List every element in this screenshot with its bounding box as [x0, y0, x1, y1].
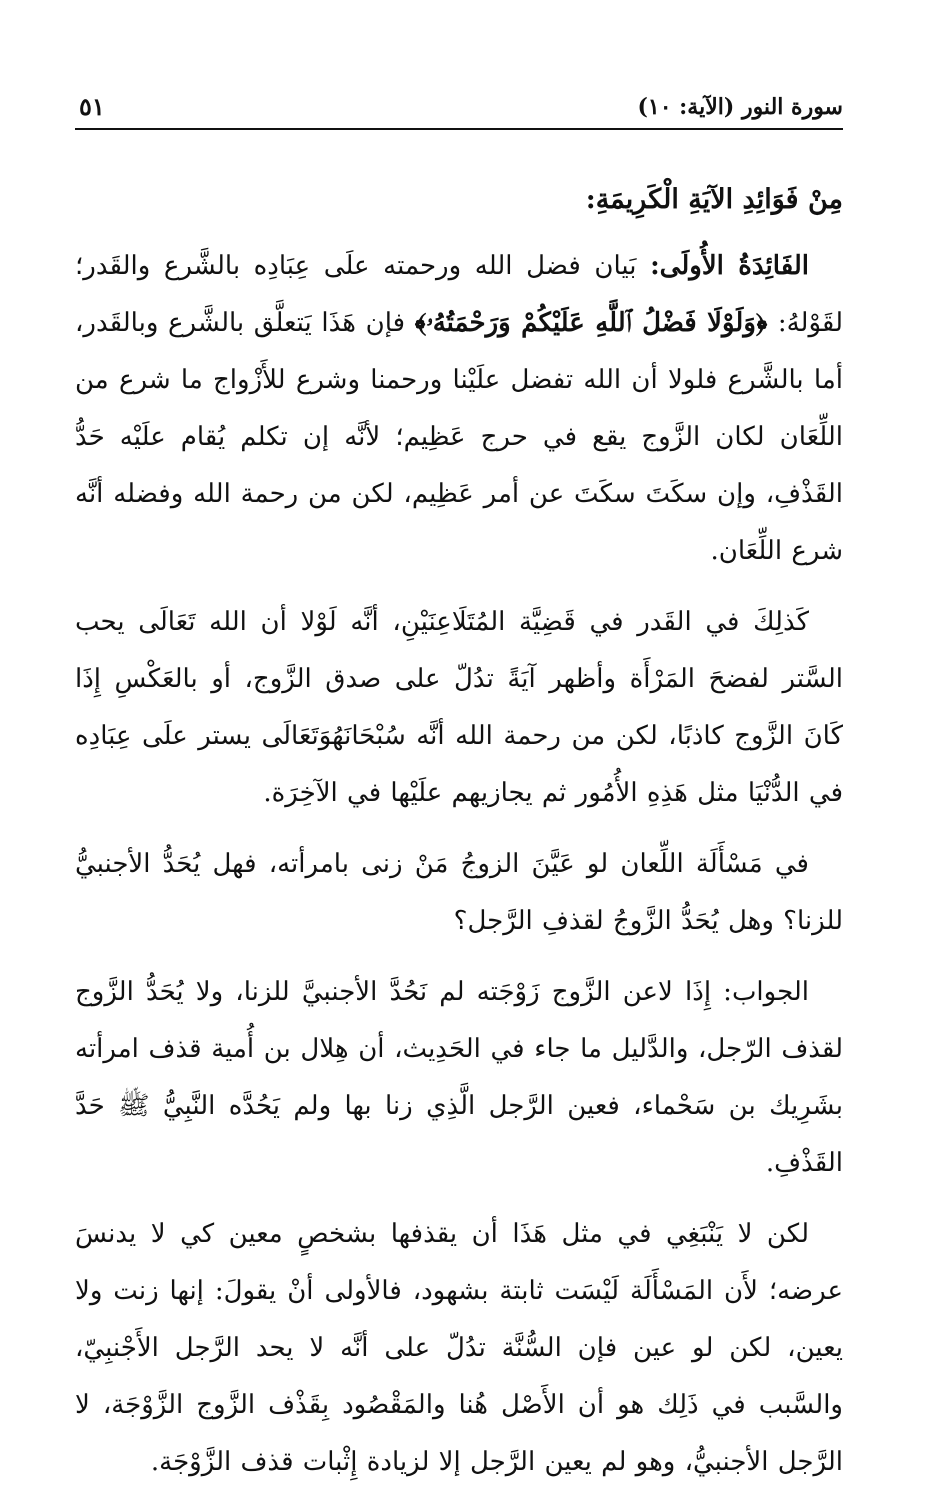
paragraph-first-benefit — [75, 238, 843, 580]
paragraph-text: بَيان فضل الله ورحمته علَى عِبَادِه بالشَّرع والقَدر؛ لقَوْلهُ: — [75, 251, 843, 338]
paragraph-caution — [75, 1206, 843, 1491]
paragraph-text-continued: فإن هَذَا يَتعلَّق بالشَّرع وبالقَدر، أما بالشَّرع فلولا أن الله تفضل علَيْنا ورحمنا وشرع للأَزْواج ما شرع من اللِّعَان لكان الزَّوج يقع في حرج عَظِيم؛ لأنَّه إن تكلم يُقام علَيْه حَدُّ القَذْفِ، وإن سكَتَ سكَتَ عن أمر عَظِيم، لكن من رحمة الله وفضله أنَّه شرع اللِّعَان. — [75, 308, 843, 566]
paragraph-divine-decree — [75, 594, 843, 822]
book-page — [75, 88, 843, 1477]
answer-text: الجواب: إِذَا لاعن الزَّوج زَوْجَته لم نَحُدَّ الأجنبيَّ للزنا، ولا يُحَدُّ الزَّوج لقذف الرّجل، والدَّليل ما جاء في الحَدِيث، أن هِلال بن أُمية قذف امرأته بشَرِيك بن سَحْماء، فعين الرَّجل الَّذِي زنا بها ولم يَحُدَّه النَّبِيُّ ﷺ حَدَّ القَذْفِ. — [75, 977, 843, 1178]
quran-verse: ﴿وَلَوْلَا فَضْلُ ٱللَّهِ عَلَيْكُمْ وَرَحْمَتُهُۥ﴾ — [414, 308, 778, 338]
paragraph-answer — [75, 964, 843, 1192]
running-header — [75, 88, 843, 130]
paragraph-question — [75, 836, 843, 950]
benefit-label: الفَائِدَةُ الأُولَى: — [650, 251, 809, 281]
paragraph-text: كَذلِكَ في القَدر في قَضِيَّة المُتَلَاعِنَيْنِ، أنَّه لَوْلا أن الله تَعَالَى يحب السَّتر لفضحَ المَرْأَة وأظهر آيَةً تدُلّ على صدق الزَّوج، أو بالعَكْسِ إِذَا كَانَ الزَّوج كاذبًا، لكن من رحمة الله أنَّه سُبْحَانَهُوَتَعَالَى يستر علَى عِبَادِه في الدُّنْيَا مثل هَذِهِ الأُمُور ثم يجازيهم علَيْها في الآخِرَة. — [75, 607, 843, 808]
paragraph-text: لكن لا يَنْبَغِي في مثل هَذَا أن يقذفها بشخصٍ معين كي لا يدنسَ عرضه؛ لأَن المَسْأَلَة لَيْسَت ثابتة بشهود، فالأولى أنْ يقولَ: إنها زنت ولا يعين، لكن لو عين فإن السُّنَّة تدُلّ على أنَّه لا يحد الرَّجل الأَجْنبِيّ، والسَّبب في ذَلِك هو أن الأَصْل هُنا والمَقْصُود بِقَذْف الزَّوج الزَّوْجَة، لا الرَّجل الأجنبيُّ، وهو لم يعين الرَّجل إلا لزيادة إِثْبات قذف الزَّوْجَة. — [75, 1219, 843, 1477]
question-text: في مَسْأَلَة اللِّعان لو عَيَّنَ الزوجُ مَنْ زنى بامرأته، فهل يُحَدُّ الأجنبيُّ للزنا؟ وهل يُحَدُّ الزَّوجُ لقذفِ الرَّجل؟ — [75, 849, 843, 936]
page-number: ٥١ — [79, 92, 105, 121]
section-heading: مِنْ فَوَائِدِ الآيَةِ الْكَرِيمَةِ: — [585, 184, 843, 215]
running-title: سورة النور (الآية: ١٠) — [637, 94, 843, 120]
